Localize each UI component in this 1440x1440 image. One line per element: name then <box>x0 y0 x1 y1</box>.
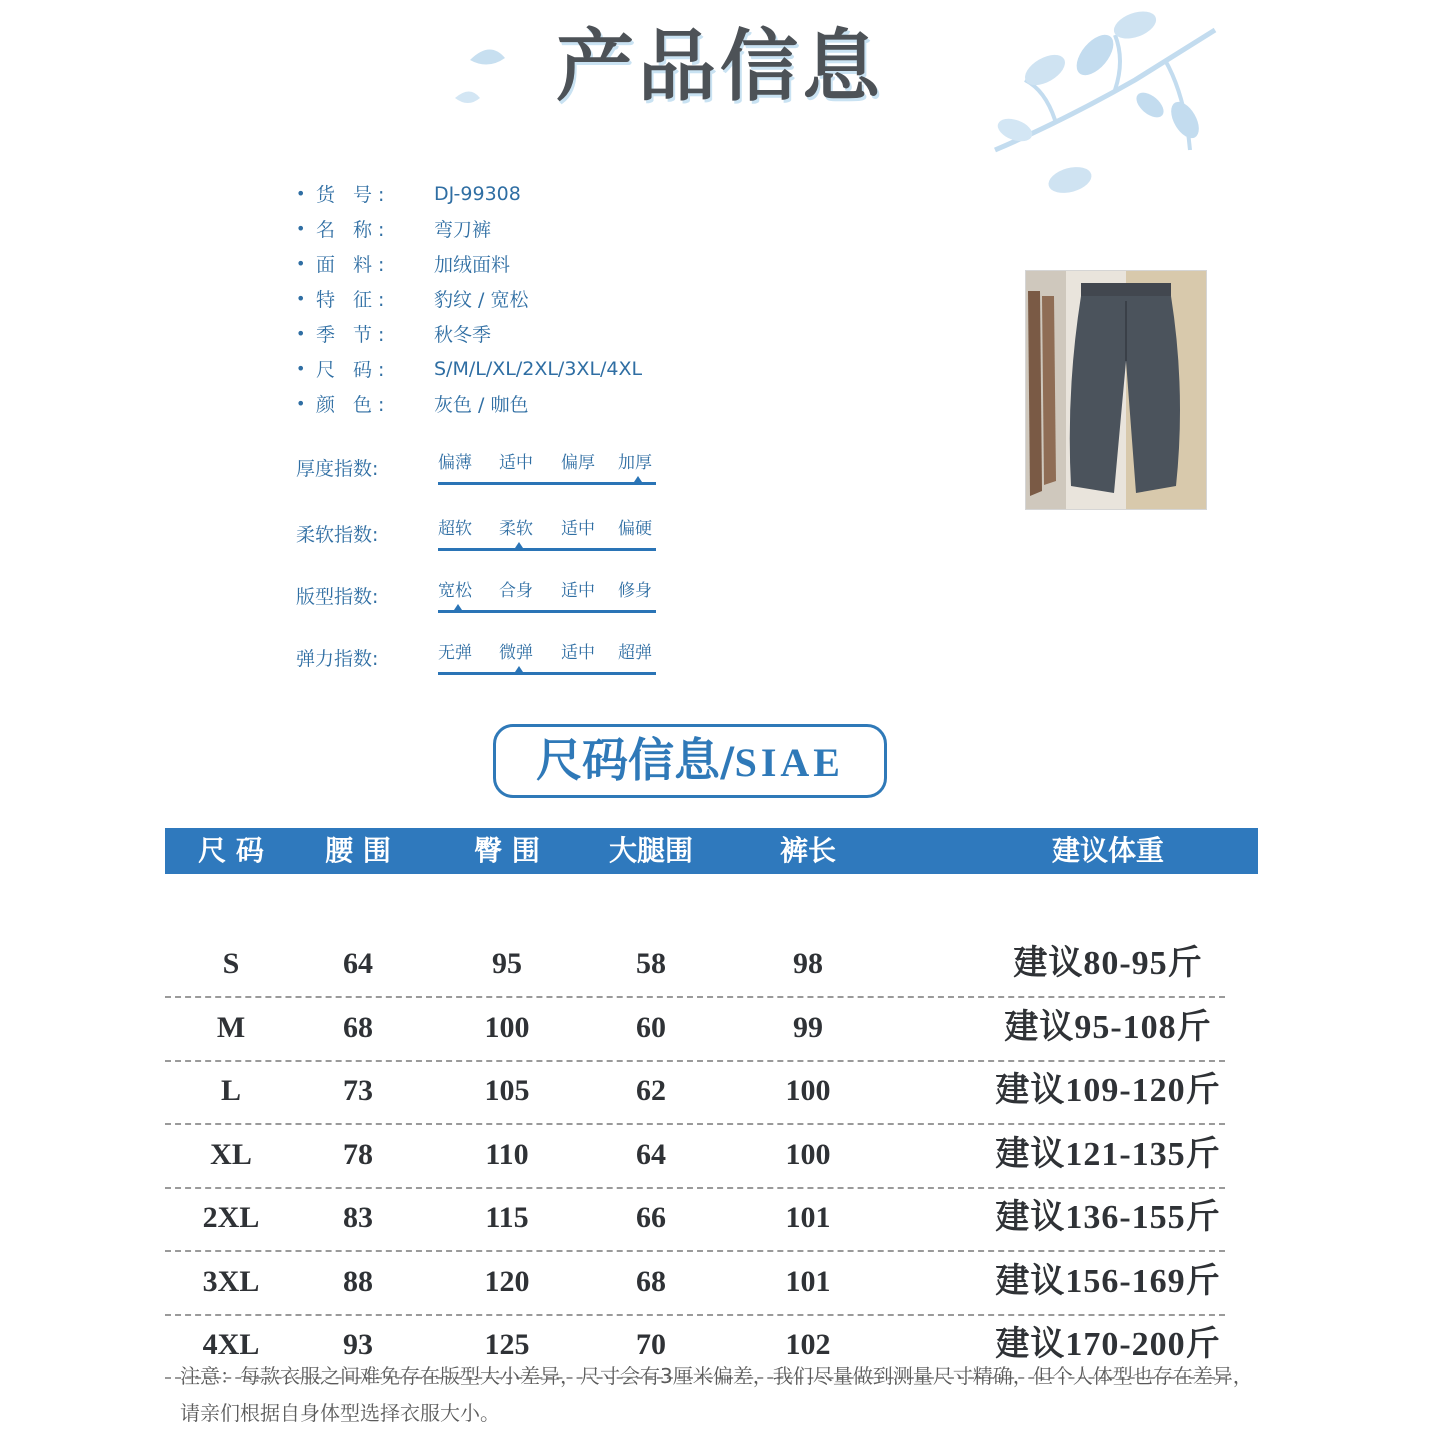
table-cell: 建议109-120斤 <box>995 1072 1221 1109</box>
table-row <box>165 1123 1225 1189</box>
table-row <box>165 1186 1225 1252</box>
info-label: 名 称: <box>316 219 391 241</box>
bullet-icon: • <box>296 359 306 378</box>
table-row <box>165 1250 1225 1316</box>
info-row <box>296 281 642 316</box>
size-table-header <box>165 828 1258 874</box>
info-label: 季 节: <box>316 324 391 346</box>
table-cell: 102 <box>785 1328 831 1361</box>
index-option: 柔软 <box>499 519 533 539</box>
index-scale <box>438 514 656 564</box>
bullet-icon: • <box>296 324 306 343</box>
info-row <box>296 176 642 211</box>
index-scale <box>438 448 656 498</box>
table-cell: 105 <box>484 1074 530 1107</box>
index-option: 宽松 <box>438 581 472 601</box>
table-cell: 101 <box>785 1264 831 1298</box>
size-table <box>165 828 1258 1363</box>
table-cell: 100 <box>785 1074 831 1107</box>
branch-decoration-right <box>985 0 1225 205</box>
table-cell: 建议80-95斤 <box>1013 945 1203 982</box>
index-option: 超软 <box>438 519 472 539</box>
size-note: 注意：每款衣服之间难免存在版型大小差异，尺寸会有3厘米偏差，我们尽量做到测量尺寸精确，但个人体型也存在差异，请亲们根据自身体型选择衣服大小。 <box>180 1364 1253 1425</box>
bullet-icon: • <box>296 219 306 238</box>
index-option: 超弹 <box>618 643 652 663</box>
table-cell: 70 <box>636 1328 666 1361</box>
table-cell: 115 <box>485 1201 529 1234</box>
info-row <box>296 211 642 246</box>
table-cell: 建议95-108斤 <box>1004 1008 1212 1046</box>
table-cell: L <box>220 1074 241 1107</box>
index-line <box>438 610 656 613</box>
index-option: 无弹 <box>438 643 472 663</box>
table-cell: 100 <box>785 1137 831 1171</box>
bullet-icon: • <box>296 289 306 308</box>
table-header-cell: 尺 码 <box>198 834 264 867</box>
index-line <box>438 548 656 551</box>
info-label: 货 号: <box>316 184 391 206</box>
size-info-separator: / <box>720 740 735 786</box>
table-cell: 83 <box>343 1201 373 1234</box>
table-row <box>165 1059 1225 1125</box>
table-cell: 99 <box>793 1010 823 1044</box>
table-cell: M <box>216 1010 246 1044</box>
table-cell: 110 <box>485 1137 529 1171</box>
info-value: 秋冬季 <box>434 324 492 346</box>
table-cell: 101 <box>785 1201 831 1234</box>
table-cell: 66 <box>636 1201 666 1234</box>
index-option: 合身 <box>499 581 533 601</box>
index-option: 修身 <box>618 581 652 601</box>
index-scale <box>438 576 656 626</box>
size-info-title-cn: 尺码信息 <box>536 733 720 787</box>
index-label: 弹力指数: <box>296 648 379 670</box>
index-marker-icon <box>515 666 523 672</box>
table-cell: 64 <box>636 1137 666 1171</box>
table-cell: 88 <box>343 1264 373 1298</box>
index-label: 厚度指数: <box>296 458 379 480</box>
index-option: 偏薄 <box>438 453 472 473</box>
table-cell: 125 <box>484 1328 530 1361</box>
table-row <box>165 932 1225 998</box>
index-option: 偏厚 <box>561 453 595 473</box>
index-line <box>438 672 656 675</box>
table-cell: 68 <box>343 1010 373 1044</box>
info-label: 尺 码: <box>316 359 391 381</box>
table-cell: XL <box>210 1137 252 1171</box>
index-marker-icon <box>634 476 642 482</box>
index-option: 适中 <box>561 519 595 539</box>
index-marker-icon <box>454 604 462 610</box>
table-cell: 98 <box>793 947 823 980</box>
info-value: DJ-99308 <box>434 182 521 205</box>
product-info-list <box>296 176 642 421</box>
bullet-icon: • <box>296 254 306 273</box>
table-cell: 100 <box>484 1010 530 1044</box>
bullet-icon: • <box>296 394 306 413</box>
index-option: 适中 <box>499 453 533 473</box>
index-label: 版型指数: <box>296 586 379 608</box>
table-cell: 建议121-135斤 <box>995 1135 1221 1173</box>
leaf-decoration-left <box>450 40 520 120</box>
info-row <box>296 316 642 351</box>
index-marker-icon <box>515 542 523 548</box>
table-header-cell: 大腿围 <box>608 834 693 867</box>
index-option: 微弹 <box>499 643 533 663</box>
index-scale <box>438 638 656 688</box>
table-cell: 73 <box>343 1074 373 1107</box>
table-cell: 建议156-169斤 <box>995 1262 1221 1300</box>
index-label: 柔软指数: <box>296 524 379 546</box>
index-line <box>438 482 656 485</box>
table-cell: 95 <box>492 947 522 980</box>
table-cell: 4XL <box>202 1328 260 1361</box>
table-cell: 68 <box>636 1264 666 1298</box>
info-label: 颜 色: <box>316 394 391 416</box>
info-value: S/M/L/XL/2XL/3XL/4XL <box>434 357 643 380</box>
info-value: 豹纹 / 宽松 <box>434 289 529 311</box>
table-cell: 60 <box>636 1010 666 1044</box>
info-value: 灰色 / 咖色 <box>434 394 529 416</box>
table-header-cell: 裤长 <box>779 834 836 867</box>
size-info-badge <box>493 724 887 798</box>
index-option: 加厚 <box>618 453 652 473</box>
info-row <box>296 351 642 386</box>
info-label: 特 征: <box>316 289 391 311</box>
index-option: 适中 <box>561 643 595 663</box>
table-cell: 3XL <box>202 1264 260 1298</box>
table-cell: S <box>222 947 240 980</box>
table-cell: 58 <box>636 947 666 980</box>
index-option: 适中 <box>561 581 595 601</box>
table-header-cell: 建议体重 <box>1051 834 1164 867</box>
product-photo <box>1025 270 1207 510</box>
table-cell: 64 <box>343 947 373 980</box>
table-cell: 120 <box>484 1264 530 1298</box>
page-title: 产品信息 <box>555 22 884 112</box>
table-cell: 78 <box>343 1137 373 1171</box>
table-cell: 建议170-200斤 <box>995 1326 1221 1363</box>
table-cell: 2XL <box>202 1201 260 1234</box>
info-row <box>296 246 642 281</box>
index-option: 偏硬 <box>618 519 652 539</box>
table-row <box>165 996 1225 1062</box>
table-cell: 62 <box>636 1074 666 1107</box>
bullet-icon: • <box>296 184 306 203</box>
info-value: 加绒面料 <box>434 254 511 276</box>
info-row <box>296 386 642 421</box>
table-cell: 93 <box>343 1328 373 1361</box>
size-info-title-en: SIAE <box>734 740 844 785</box>
info-value: 弯刀裤 <box>434 219 492 241</box>
table-header-cell: 臀 围 <box>474 834 540 867</box>
table-header-cell: 腰 围 <box>325 834 391 867</box>
table-cell: 建议136-155斤 <box>995 1199 1221 1236</box>
info-label: 面 料: <box>316 254 391 276</box>
